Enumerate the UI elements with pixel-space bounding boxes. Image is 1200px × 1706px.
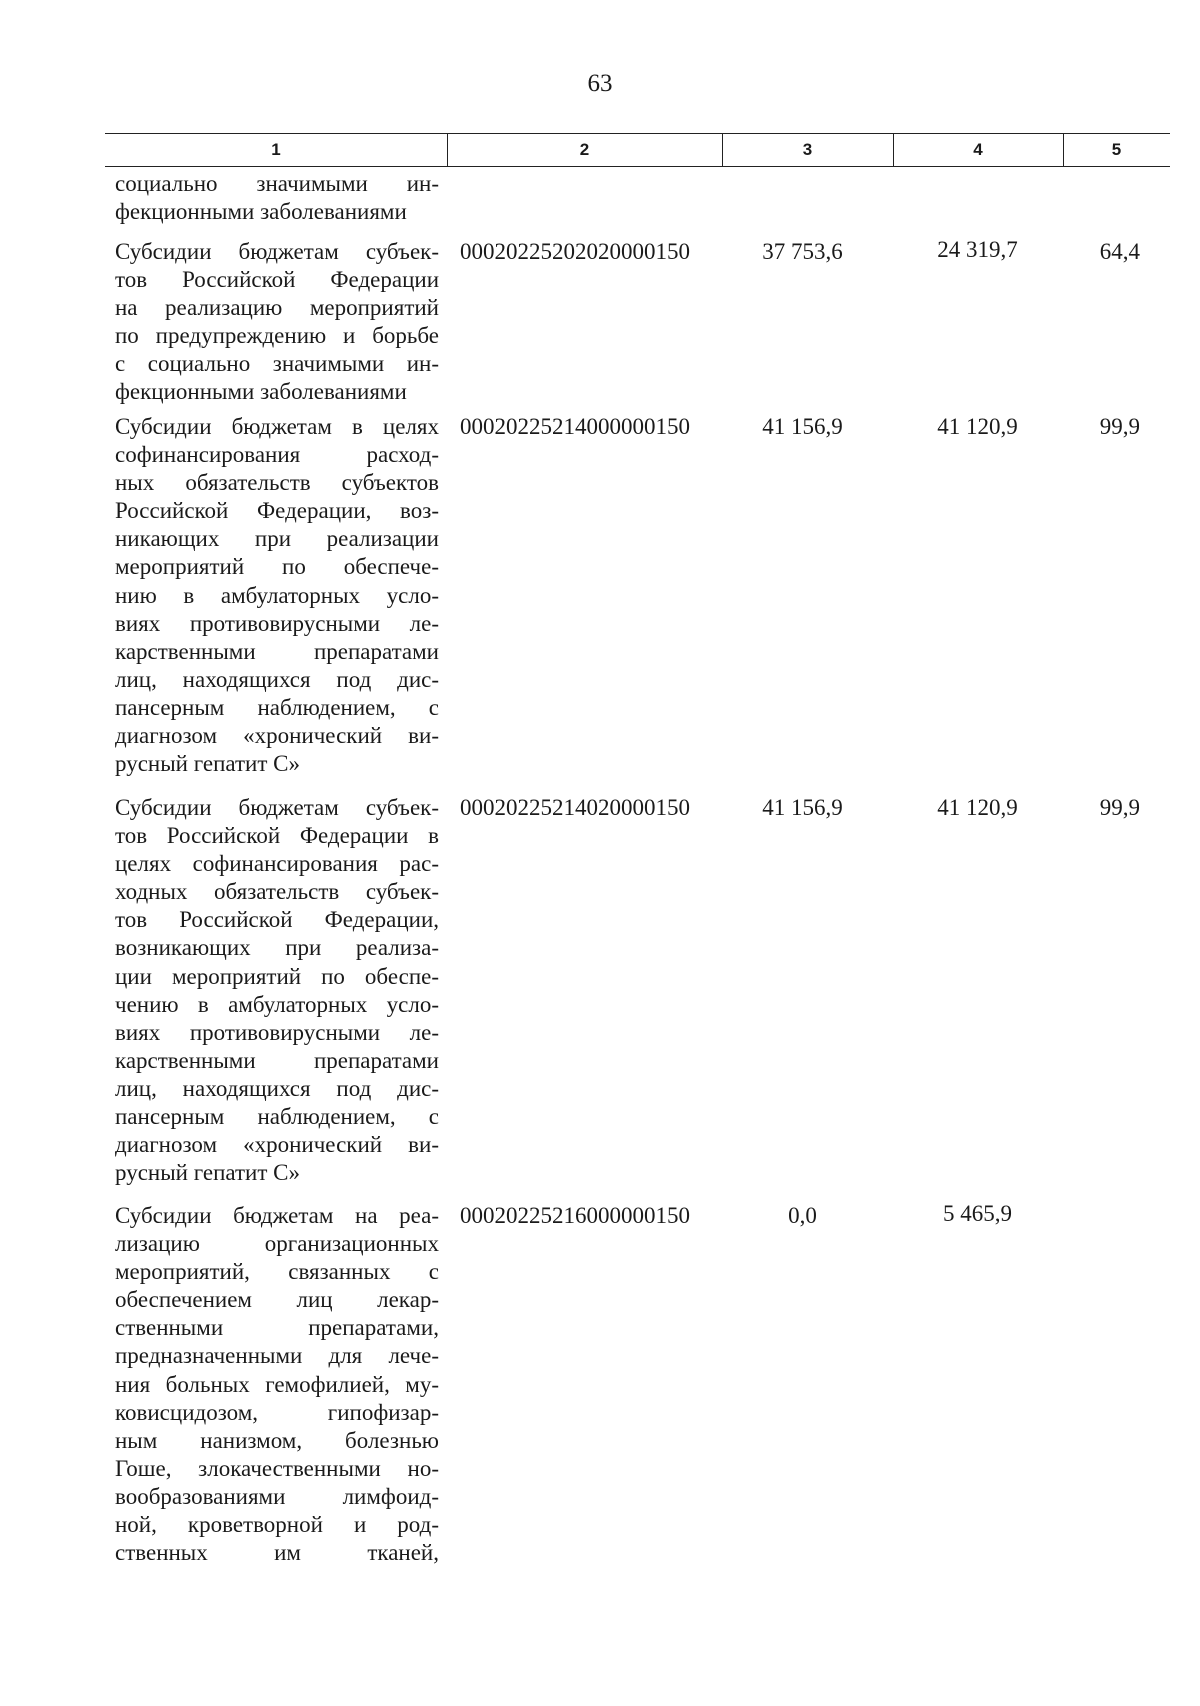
row-1-line: по предупреждению и борьбе — [115, 323, 439, 349]
row-4-line: ным нанизмом, болезнью — [115, 1427, 439, 1453]
row-3-col4: 41 120,9 — [937, 795, 1018, 820]
row-3-line: целях софинансирования рас- — [115, 851, 439, 877]
row-2-line: Российской Федерации, воз- — [115, 498, 439, 524]
header-col-4: 4 — [893, 134, 1064, 166]
row-4-line: обеспечением лиц лекар- — [115, 1287, 439, 1313]
header-col-2: 2 — [447, 134, 723, 166]
header-col-5: 5 — [1111, 140, 1122, 159]
row-2-line: ных обязательств субъектов — [115, 470, 439, 496]
row-2-line: софинансирования расход- — [115, 442, 439, 468]
row-2-line: Субсидии бюджетам в целях — [115, 414, 439, 439]
row-3-code: 00020225214020000150 — [460, 795, 690, 820]
header-col-1: 1 — [105, 134, 448, 166]
row-3-line: тов Российской Федерации, — [115, 907, 439, 933]
row-4-code: 00020225216000000150 — [460, 1203, 690, 1228]
row-1-line: на реализацию мероприятий — [115, 295, 439, 321]
row-3-line: русный гепатит С» — [115, 1160, 300, 1186]
row-4-line: Субсидии бюджетам на реа- — [115, 1203, 439, 1228]
row-2-line: русный гепатит С» — [115, 751, 300, 777]
row-3-line: лиц, находящихся под дис- — [115, 1075, 439, 1101]
row-4-line: ной, кроветворной и род- — [115, 1512, 439, 1538]
row-2-line: никающих при реализации — [115, 526, 439, 552]
row-3-col3: 41 156,9 — [762, 795, 843, 820]
row-1-line: тов Российской Федерации — [115, 267, 439, 293]
page-number: 63 — [587, 70, 613, 97]
row-3-description — [115, 794, 439, 1187]
row-4-line: мероприятий, связанных с — [115, 1259, 439, 1285]
row-3-line: ции мероприятий по обеспе- — [115, 963, 439, 989]
row-2-line: лиц, находящихся под дис- — [115, 666, 439, 692]
table-header-row — [105, 133, 1170, 167]
row-4-line: ственными препаратами, — [115, 1315, 439, 1341]
row-3-line: Субсидии бюджетам субъек- — [115, 795, 439, 820]
header-col-3: 3 — [722, 134, 894, 166]
row-2-line: виях противовирусными ле- — [115, 610, 439, 636]
row-2-line: нию в амбулаторных усло- — [115, 582, 439, 608]
row-1-col4: 24 319,7 — [937, 237, 1018, 262]
row-3-line: карственными препаратами — [115, 1047, 439, 1073]
row-4-description — [115, 1202, 439, 1567]
row-3-line: виях противовирусными ле- — [115, 1019, 439, 1045]
row-3-col5: 99,9 — [1099, 795, 1140, 820]
row-0-line: фекционными заболеваниями — [115, 199, 407, 225]
row-1-code: 00020225202020000150 — [460, 239, 690, 264]
row-2-description — [115, 413, 439, 778]
row-3-line: диагнозом «хронический ви- — [115, 1132, 439, 1158]
row-1-line: Субсидии бюджетам субъек- — [115, 239, 439, 264]
row-2-line: карственными препаратами — [115, 638, 439, 664]
row-4-line: предназначенными для лече- — [115, 1343, 439, 1369]
row-2-col5: 99,9 — [1099, 414, 1140, 439]
row-0-description — [115, 170, 439, 226]
row-4-line: лизацию организационных — [115, 1231, 439, 1257]
row-3-line: чению в амбулаторных усло- — [115, 991, 439, 1017]
row-1-line: фекционными заболеваниями — [115, 379, 407, 405]
row-1-col3: 37 753,6 — [762, 239, 843, 264]
row-4-line: Гоше, злокачественными но- — [115, 1455, 439, 1481]
row-4-col3: 0,0 — [788, 1203, 817, 1228]
row-0-line: социально значимыми ин- — [115, 171, 439, 196]
row-2-line: мероприятий по обеспече- — [115, 554, 439, 580]
row-4-col4: 5 465,9 — [943, 1201, 1012, 1226]
row-2-col4: 41 120,9 — [937, 414, 1018, 439]
row-3-line: пансерным наблюдением, с — [115, 1104, 439, 1130]
row-3-line: возникающих при реализа- — [115, 935, 439, 961]
row-3-line: ходных обязательств субъек- — [115, 879, 439, 905]
row-2-line: пансерным наблюдением, с — [115, 694, 439, 720]
row-2-code: 00020225214000000150 — [460, 414, 690, 439]
row-2-col3: 41 156,9 — [762, 414, 843, 439]
row-1-line: с социально значимыми ин- — [115, 351, 439, 377]
row-4-line: вообразованиями лимфоид- — [115, 1483, 439, 1509]
row-1-col5: 64,4 — [1099, 239, 1140, 264]
row-2-line: диагнозом «хронический ви- — [115, 723, 439, 749]
row-4-line: ния больных гемофилией, му- — [115, 1371, 439, 1397]
row-4-line: ственных им тканей, — [115, 1540, 439, 1566]
row-4-line: ковисцидозом, гипофизар- — [115, 1399, 439, 1425]
row-3-line: тов Российской Федерации в — [115, 823, 439, 849]
row-1-description — [115, 238, 439, 407]
